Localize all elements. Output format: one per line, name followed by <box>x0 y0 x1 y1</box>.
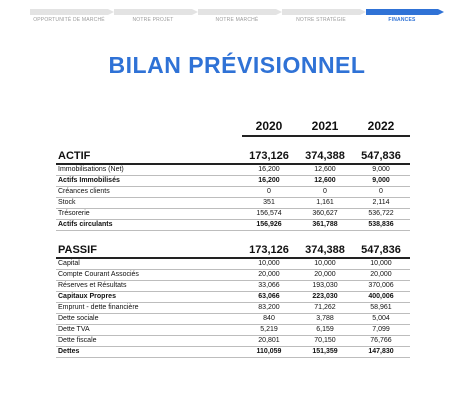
step-bar <box>282 9 360 15</box>
row-value: 12,600 <box>298 175 354 186</box>
table-row <box>56 175 410 186</box>
table-row <box>56 258 410 269</box>
row-value: 10,000 <box>298 258 354 269</box>
row-label: Immobilisations (Net) <box>56 164 242 175</box>
table-row <box>56 335 410 346</box>
step-label: NOTRE PROJET <box>132 17 174 23</box>
row-value: 20,000 <box>298 269 354 280</box>
row-value: 12,600 <box>298 164 354 175</box>
row-label: Actifs Immobilisés <box>56 175 242 186</box>
row-value: 538,836 <box>354 219 410 230</box>
row-value: 151,359 <box>298 346 354 357</box>
year-header-row <box>56 116 410 136</box>
step-arrow <box>276 9 282 15</box>
step-label: NOTRE STRATÉGIE <box>296 17 346 23</box>
step-finances[interactable] <box>366 7 438 25</box>
row-label: Stock <box>56 197 242 208</box>
row-value: 2,114 <box>354 197 410 208</box>
row-value: 0 <box>242 186 298 197</box>
row-value: 156,926 <box>242 219 298 230</box>
row-value: 5,004 <box>354 313 410 324</box>
year-header: 2022 <box>354 116 410 136</box>
step-arrow <box>192 9 198 15</box>
row-value: 3,788 <box>298 313 354 324</box>
row-label: Dette fiscale <box>56 335 242 346</box>
row-value: 10,000 <box>242 258 298 269</box>
row-value: 9,000 <box>354 164 410 175</box>
section-gap <box>56 230 410 242</box>
step-label: NOTRE MARCHÉ <box>215 17 259 23</box>
row-value: 20,000 <box>354 269 410 280</box>
section-total: 547,836 <box>354 242 410 258</box>
step-bar <box>30 9 108 15</box>
row-label: Dettes <box>56 346 242 357</box>
row-value: 0 <box>298 186 354 197</box>
table-row <box>56 346 410 357</box>
row-value: 33,066 <box>242 280 298 291</box>
step-label: OPPORTUNITÉ DE MARCHÉ <box>33 17 105 23</box>
row-value: 351 <box>242 197 298 208</box>
step-projet[interactable] <box>114 7 192 25</box>
table-row <box>56 313 410 324</box>
row-label: Créances clients <box>56 186 242 197</box>
row-label: Capitaux Propres <box>56 291 242 302</box>
row-label: Dette sociale <box>56 313 242 324</box>
table-row <box>56 208 410 219</box>
row-value: 16,200 <box>242 175 298 186</box>
table-row <box>56 197 410 208</box>
row-value: 76,766 <box>354 335 410 346</box>
row-value: 63,066 <box>242 291 298 302</box>
row-label: Trésorerie <box>56 208 242 219</box>
row-label: Compte Courant Associés <box>56 269 242 280</box>
row-value: 5,219 <box>242 324 298 335</box>
row-value: 400,006 <box>354 291 410 302</box>
progress-stepper <box>30 7 444 25</box>
step-marche[interactable] <box>198 7 276 25</box>
row-value: 156,574 <box>242 208 298 219</box>
row-value: 58,961 <box>354 302 410 313</box>
row-value: 6,159 <box>298 324 354 335</box>
step-arrow <box>360 9 366 15</box>
row-label: Capital <box>56 258 242 269</box>
page-title: BILAN PRÉVISIONNEL <box>108 52 366 78</box>
step-arrow <box>438 9 444 15</box>
row-value: 0 <box>354 186 410 197</box>
table-row <box>56 324 410 335</box>
row-value: 10,000 <box>354 258 410 269</box>
section-total: 173,126 <box>242 148 298 164</box>
row-value: 7,099 <box>354 324 410 335</box>
table-row <box>56 291 410 302</box>
table-row <box>56 164 410 175</box>
year-header: 2020 <box>242 116 298 136</box>
passif-header-row <box>56 242 410 258</box>
row-label: Emprunt - dette financière <box>56 302 242 313</box>
row-value: 361,788 <box>298 219 354 230</box>
row-value: 840 <box>242 313 298 324</box>
table-row <box>56 269 410 280</box>
section-title: ACTIF <box>56 148 242 164</box>
row-value: 147,830 <box>354 346 410 357</box>
header-spacer <box>56 116 242 136</box>
table-row <box>56 186 410 197</box>
actif-section <box>56 148 410 230</box>
row-label: Dette TVA <box>56 324 242 335</box>
actif-header-row <box>56 148 410 164</box>
table-row <box>56 280 410 291</box>
section-total: 547,836 <box>354 148 410 164</box>
section-total: 173,126 <box>242 242 298 258</box>
step-strategie[interactable] <box>282 7 360 25</box>
table-row <box>56 302 410 313</box>
section-total: 374,388 <box>298 148 354 164</box>
row-value: 193,030 <box>298 280 354 291</box>
row-value: 370,006 <box>354 280 410 291</box>
row-value: 110,059 <box>242 346 298 357</box>
row-value: 70,150 <box>298 335 354 346</box>
row-value: 536,722 <box>354 208 410 219</box>
row-value: 20,801 <box>242 335 298 346</box>
row-value: 71,262 <box>298 302 354 313</box>
step-bar <box>114 9 192 15</box>
row-spacer <box>56 230 410 242</box>
row-value: 16,200 <box>242 164 298 175</box>
row-value: 20,000 <box>242 269 298 280</box>
balance-sheet-table <box>56 116 410 358</box>
row-value: 360,627 <box>298 208 354 219</box>
row-label: Actifs circulants <box>56 219 242 230</box>
row-value: 9,000 <box>354 175 410 186</box>
step-arrow <box>108 9 114 15</box>
section-title: PASSIF <box>56 242 242 258</box>
step-opportunite[interactable] <box>30 7 108 25</box>
row-value: 1,161 <box>298 197 354 208</box>
row-value: 223,030 <box>298 291 354 302</box>
step-bar <box>198 9 276 15</box>
passif-section <box>56 242 410 357</box>
step-bar <box>366 9 438 15</box>
row-label: Réserves et Résultats <box>56 280 242 291</box>
section-total: 374,388 <box>298 242 354 258</box>
row-spacer <box>56 136 410 148</box>
year-header: 2021 <box>298 116 354 136</box>
step-label: FINANCES <box>388 17 416 23</box>
table-row <box>56 219 410 230</box>
row-value: 83,200 <box>242 302 298 313</box>
